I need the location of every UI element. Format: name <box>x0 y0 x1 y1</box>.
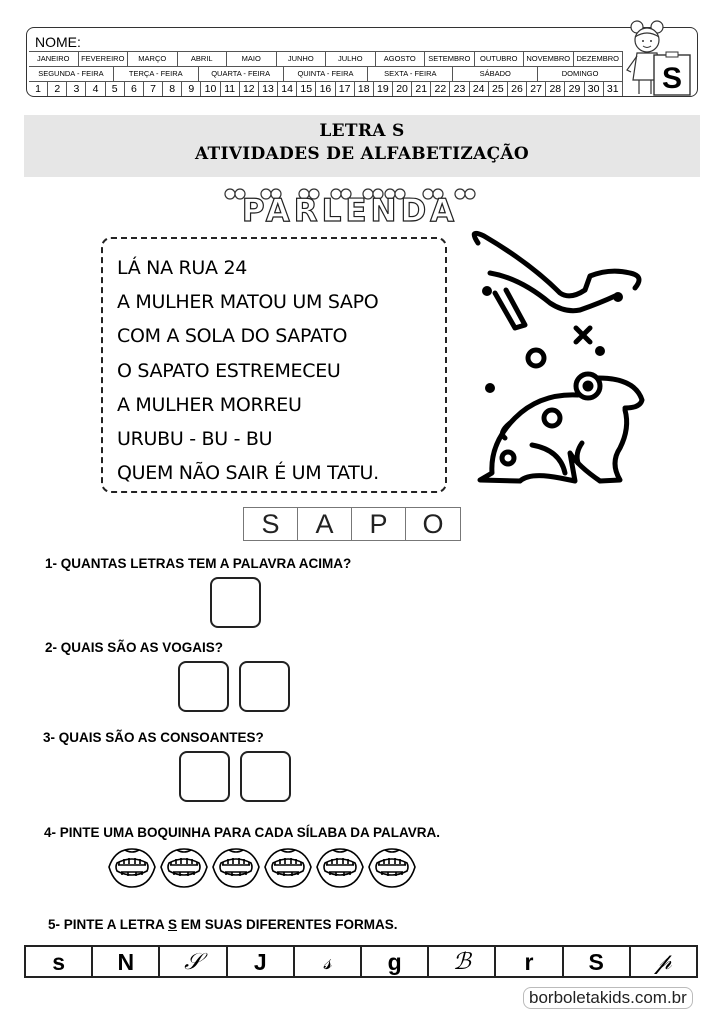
mouth-icon[interactable] <box>263 843 313 891</box>
day-cell[interactable]: 16 <box>316 82 335 96</box>
day-cell[interactable]: 27 <box>527 82 546 96</box>
question-5 <box>48 917 398 932</box>
month-cell[interactable]: FEVEREIRO <box>79 52 129 66</box>
weekday-cell[interactable]: QUARTA - FEIRA <box>199 67 284 81</box>
day-cell[interactable]: 1 <box>29 82 48 96</box>
answer-box-q3-1[interactable] <box>179 751 230 802</box>
day-cell[interactable]: 19 <box>374 82 393 96</box>
day-cell[interactable]: 2 <box>48 82 67 96</box>
title-line-1: LETRA S <box>319 121 405 141</box>
weekday-cell[interactable]: DOMINGO <box>538 67 623 81</box>
question-5-post: EM SUAS DIFERENTES FORMAS. <box>177 917 398 932</box>
letter-option[interactable]: 𝓈 <box>295 947 362 976</box>
day-cell[interactable]: 10 <box>201 82 220 96</box>
svg-text:S: S <box>661 62 683 95</box>
day-cell[interactable]: 29 <box>565 82 584 96</box>
day-cell[interactable]: 18 <box>355 82 374 96</box>
question-3: 3- QUAIS SÃO AS CONSOANTES? <box>43 730 264 745</box>
letter-option[interactable]: s <box>26 947 93 976</box>
letter-option[interactable]: r <box>496 947 563 976</box>
question-1: 1- QUANTAS LETRAS TEM A PALAVRA ACIMA? <box>45 556 352 571</box>
month-cell[interactable]: SETEMBRO <box>425 52 475 66</box>
month-cell[interactable]: JUNHO <box>277 52 327 66</box>
weekday-cell[interactable]: SEGUNDA - FEIRA <box>29 67 114 81</box>
frog-icon <box>480 374 642 481</box>
poem-line: A MULHER MORREU <box>117 393 302 416</box>
months-row <box>29 51 623 66</box>
day-cell[interactable]: 21 <box>412 82 431 96</box>
month-cell[interactable]: OUTUBRO <box>475 52 525 66</box>
day-cell[interactable]: 11 <box>221 82 240 96</box>
letter-cell: A <box>298 508 352 540</box>
letter-cell: S <box>244 508 298 540</box>
month-cell[interactable]: MARÇO <box>128 52 178 66</box>
page-title <box>0 120 724 166</box>
calendar-grid <box>29 51 623 96</box>
poem-line: QUEM NÃO SAIR É UM TATU. <box>117 462 379 485</box>
site-watermark: borboletakids.com.br <box>523 987 693 1009</box>
letter-option[interactable]: J <box>228 947 295 976</box>
high-heel-shoe-icon <box>474 233 639 328</box>
title-line-2: ATIVIDADES DE ALFABETIZAÇÃO <box>194 144 529 164</box>
day-cell[interactable]: 14 <box>278 82 297 96</box>
letter-option[interactable]: N <box>93 947 160 976</box>
day-cell[interactable]: 12 <box>240 82 259 96</box>
weekday-cell[interactable]: SEXTA - FEIRA <box>368 67 453 81</box>
mouth-icon[interactable] <box>315 843 365 891</box>
calendar-header <box>26 27 698 97</box>
letter-option[interactable]: g <box>362 947 429 976</box>
mouth-icon[interactable] <box>211 843 261 891</box>
day-cell[interactable]: 13 <box>259 82 278 96</box>
day-cell[interactable]: 4 <box>86 82 105 96</box>
poem-line: COM A SOLA DO SAPATO <box>117 325 348 348</box>
day-cell[interactable]: 30 <box>585 82 604 96</box>
day-cell[interactable]: 24 <box>470 82 489 96</box>
month-cell[interactable]: DEZEMBRO <box>574 52 624 66</box>
question-2: 2- QUAIS SÃO AS VOGAIS? <box>45 640 224 655</box>
answer-box-q3-2[interactable] <box>240 751 291 802</box>
month-cell[interactable]: MAIO <box>227 52 277 66</box>
poem-line: A MULHER MATOU UM SAPO <box>117 291 379 314</box>
weekday-cell[interactable]: TERÇA - FEIRA <box>114 67 199 81</box>
section-heading: PARLENDA <box>241 193 459 229</box>
day-cell[interactable]: 20 <box>393 82 412 96</box>
day-cell[interactable]: 9 <box>182 82 201 96</box>
name-label: NOME: <box>35 34 81 50</box>
poem-box <box>101 237 447 493</box>
month-cell[interactable]: NOVEMBRO <box>524 52 574 66</box>
answer-box-q1[interactable] <box>210 577 261 628</box>
letter-strip <box>24 945 698 978</box>
day-cell[interactable]: 6 <box>125 82 144 96</box>
poem-line: URUBU - BU - BU <box>117 428 273 451</box>
letter-cell: O <box>422 509 444 539</box>
day-cell[interactable]: 8 <box>163 82 182 96</box>
day-cell[interactable]: 15 <box>297 82 316 96</box>
day-cell[interactable]: 26 <box>508 82 527 96</box>
answer-box-q2-1[interactable] <box>178 661 229 712</box>
question-4: 4- PINTE UMA BOQUINHA PARA CADA SÍLABA DA PALAVRA. <box>44 825 440 840</box>
letter-option[interactable]: 𝓅 <box>655 949 672 975</box>
letter-option[interactable]: 𝒮 <box>160 947 227 976</box>
day-cell[interactable]: 7 <box>144 82 163 96</box>
letter-option[interactable]: S <box>564 947 631 976</box>
poem-line: LÁ NA RUA 24 <box>117 257 248 279</box>
day-cell[interactable]: 3 <box>67 82 86 96</box>
month-cell[interactable]: JULHO <box>326 52 376 66</box>
day-cell[interactable]: 5 <box>106 82 125 96</box>
month-cell[interactable]: ABRIL <box>178 52 228 66</box>
letter-cell: P <box>352 508 406 540</box>
girl-mascot-icon <box>617 20 695 98</box>
question-5-letter: S <box>168 917 178 932</box>
letter-option[interactable]: ℬ <box>429 947 496 976</box>
weekdays-row <box>29 66 623 81</box>
poem-line: O SAPATO ESTREMECEU <box>117 359 341 382</box>
word-sapo <box>243 507 461 541</box>
mouth-icon[interactable] <box>107 843 157 891</box>
mouth-icon[interactable] <box>367 843 417 891</box>
month-cell[interactable]: AGOSTO <box>376 52 426 66</box>
mouth-icon[interactable] <box>159 843 209 891</box>
answer-box-q2-2[interactable] <box>239 661 290 712</box>
day-cell[interactable]: 17 <box>336 82 355 96</box>
weekday-cell[interactable]: QUINTA - FEIRA <box>284 67 369 81</box>
mouths-row <box>107 843 417 891</box>
days-row <box>29 81 623 96</box>
day-cell[interactable]: 22 <box>431 82 450 96</box>
day-cell[interactable]: 28 <box>546 82 565 96</box>
shoe-and-frog-illustration <box>470 228 660 498</box>
month-cell[interactable]: JANEIRO <box>29 52 79 66</box>
weekday-cell[interactable]: SÁBADO <box>453 67 538 81</box>
day-cell[interactable]: 25 <box>489 82 508 96</box>
question-5-pre: 5- PINTE A LETRA <box>48 917 169 932</box>
day-cell[interactable]: 31 <box>604 82 623 96</box>
day-cell[interactable]: 23 <box>450 82 469 96</box>
